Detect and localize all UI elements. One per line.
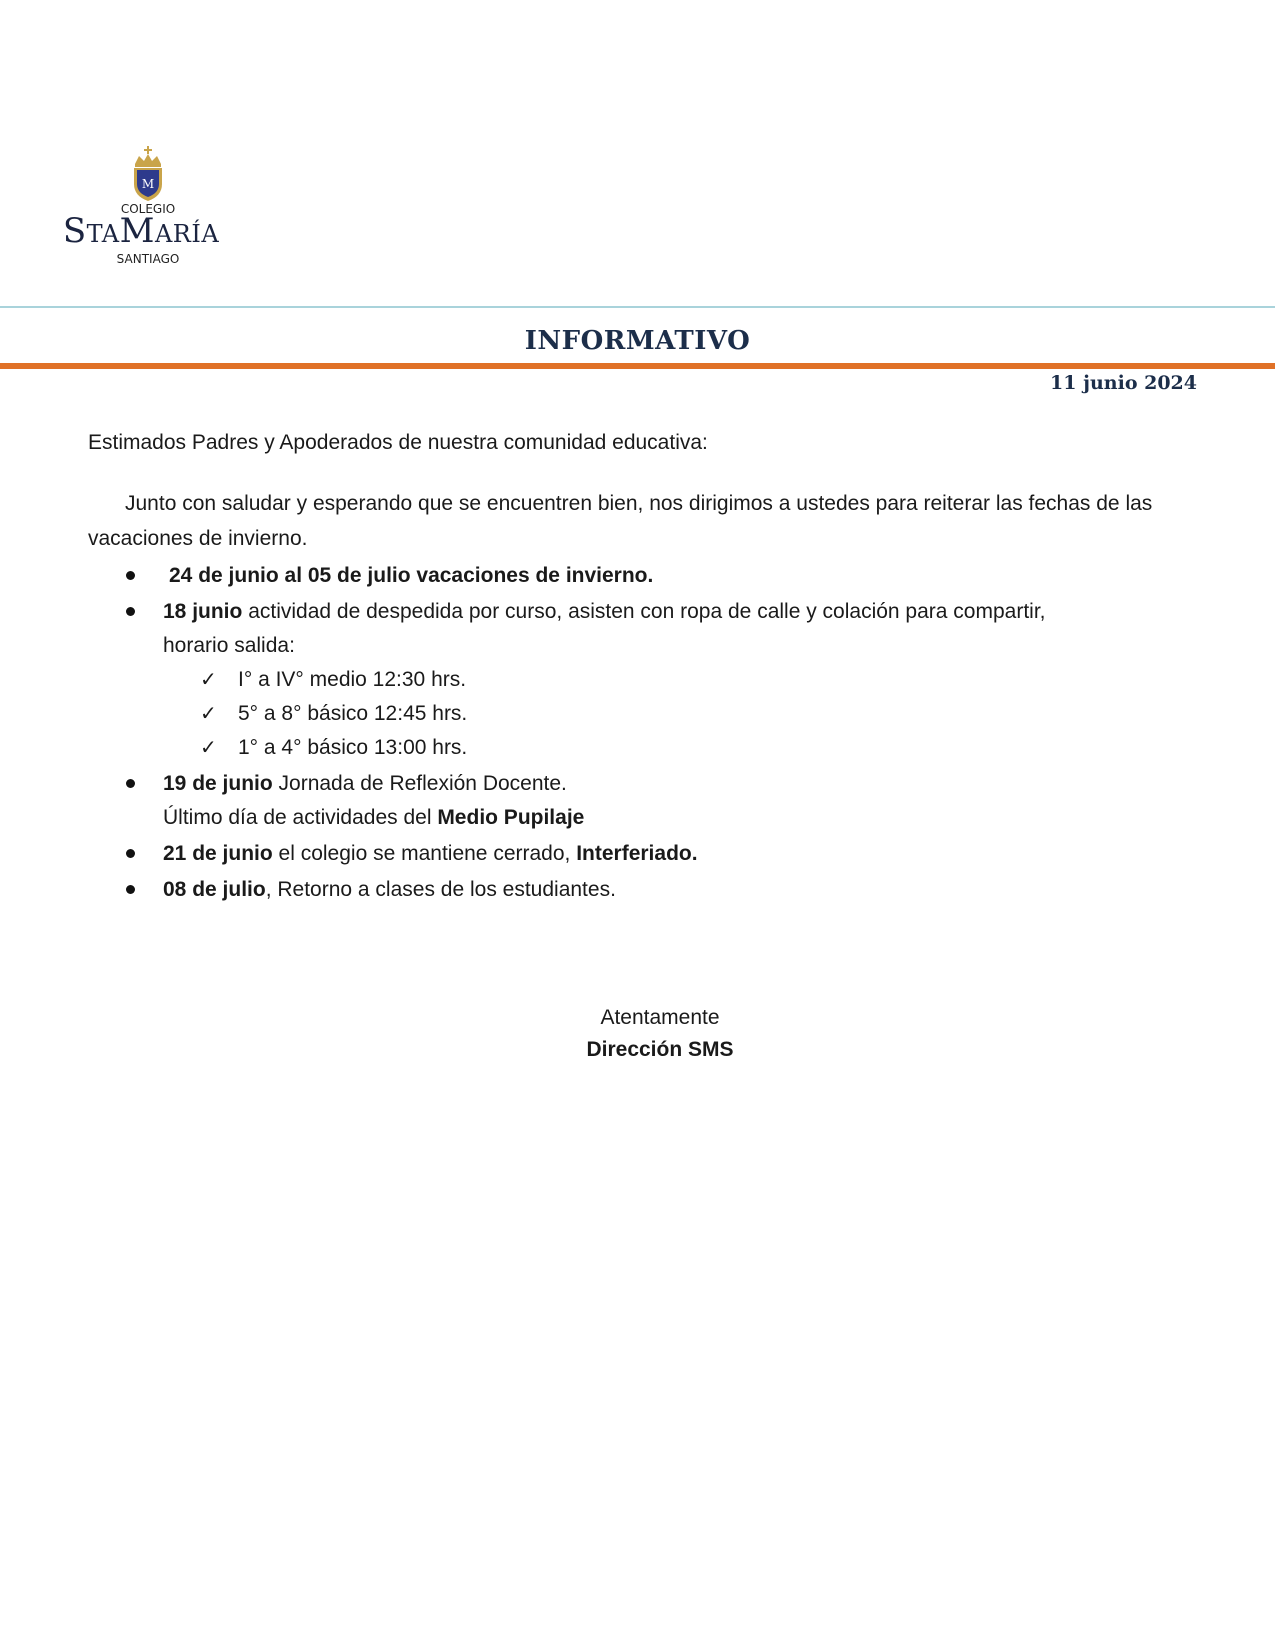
intro-paragraph: Junto con saludar y esperando que se encuentren bien, nos dirigimos a ustedes para reiterar las fechas de las vacaciones de invierno. — [88, 492, 1153, 550]
school-logo — [62, 146, 228, 266]
logo-name: STAMARÍA — [62, 211, 220, 251]
bullet-icon — [126, 571, 135, 580]
logo-santiago: SANTIAGO — [116, 252, 180, 266]
closing-regards: Atentamente — [600, 1006, 720, 1029]
bullet-icon — [126, 885, 135, 894]
logo-colegio: COLEGIO — [120, 202, 176, 216]
checkmark-icon: ✓ — [200, 667, 217, 691]
crest-icon — [131, 146, 165, 202]
document-date: 11 junio 2024 — [1050, 372, 1197, 394]
bullet-icon — [126, 849, 135, 858]
checkmark-icon: ✓ — [200, 701, 217, 725]
orange-divider — [0, 363, 1275, 369]
signature: Dirección SMS — [586, 1038, 734, 1061]
bullet-icon — [126, 779, 135, 788]
svg-text:M: M — [141, 177, 155, 191]
top-divider — [0, 306, 1275, 308]
greeting: Estimados Padres y Apoderados de nuestra comunidad educativa: — [88, 431, 708, 454]
bullet-icon — [126, 607, 135, 616]
page-title: INFORMATIVO — [524, 326, 751, 356]
checkmark-icon: ✓ — [200, 735, 217, 759]
